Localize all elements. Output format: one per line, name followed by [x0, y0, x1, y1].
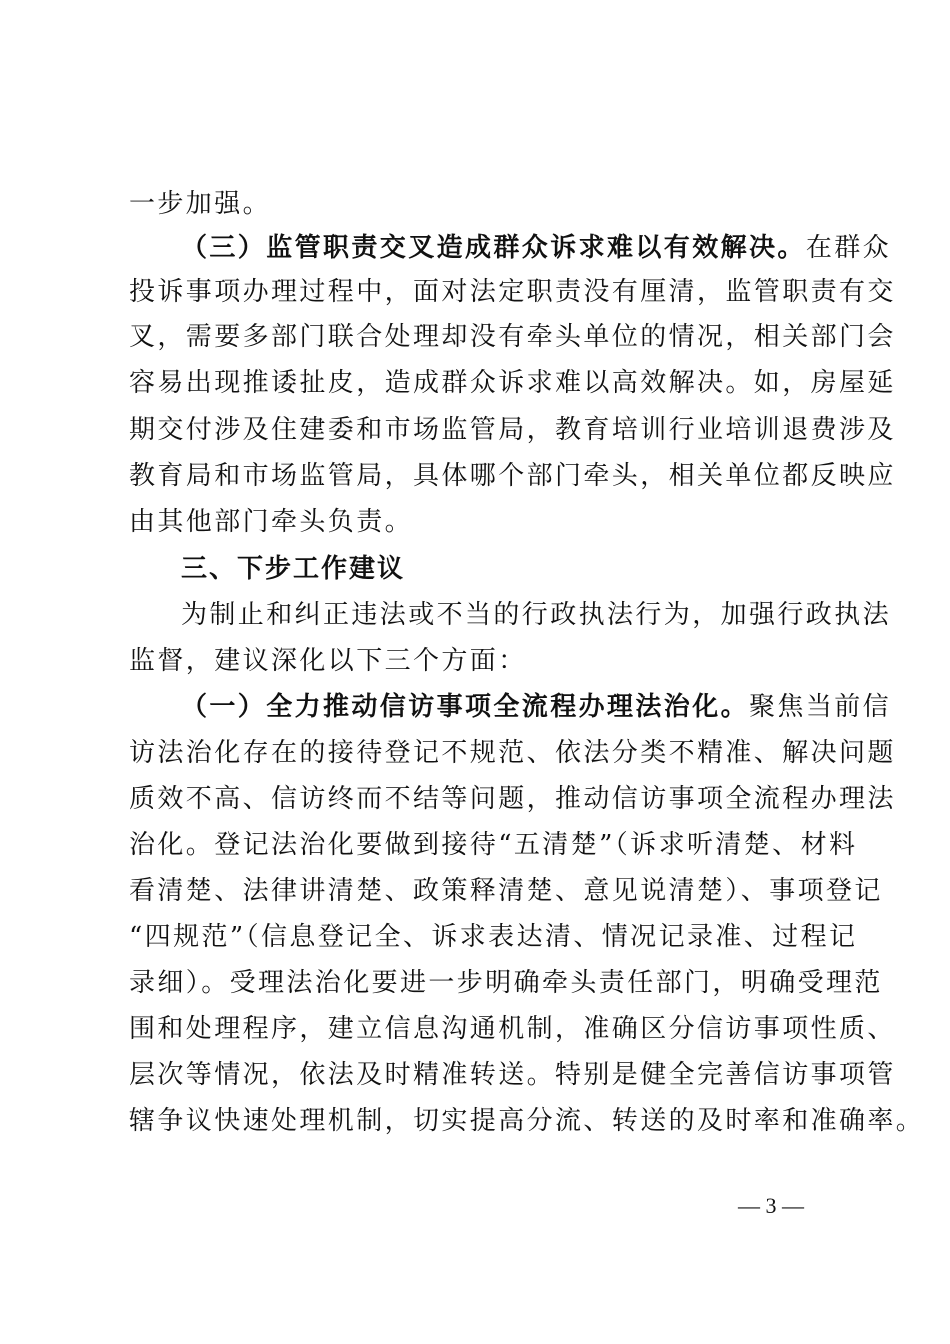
paragraph-line: 一步加强。 [129, 189, 272, 219]
paragraph-line: 教育局和市场监管局，具体哪个部门牵头，相关单位都反映应 [129, 461, 896, 491]
paragraph-line: 容易出现推诿扯皮，造成群众诉求难以高效解决。如，房屋延 [129, 368, 896, 398]
paragraph-text: 在群众 [805, 233, 892, 263]
paragraph-line: 由其他部门牵头负责。 [129, 507, 414, 537]
subheading-three: （三）监管职责交叉造成群众诉求难以有效解决。 [181, 233, 806, 263]
paragraph-line: 监督，建议深化以下三个方面： [129, 646, 527, 676]
paragraph-line: 投诉事项办理过程中，面对法定职责没有厘清，监管职责有交 [129, 277, 896, 307]
paragraph-line: 围和处理程序，建立信息沟通机制，准确区分信访事项性质、 [129, 1014, 896, 1044]
paragraph-line: 录细）。受理法治化要进一步明确牵头责任部门，明确受理范 [129, 968, 883, 998]
paragraph-line: 看清楚、法律讲清楚、政策释清楚、意见说清楚）、事项登记 [129, 876, 883, 906]
subheading-line [181, 684, 892, 730]
paragraph-line: 期交付涉及住建委和市场监管局，教育培训行业培训退费涉及 [129, 415, 896, 445]
subheading-line [181, 225, 892, 271]
paragraph-line: “四规范”（信息登记全、诉求表达清、情况记录准、过程记 [129, 922, 858, 952]
paragraph-line: 为制止和纠正违法或不当的行政执法行为，加强行政执法 [181, 600, 892, 630]
paragraph-line: 叉，需要多部门联合处理却没有牵头单位的情况，相关部门会 [129, 322, 896, 352]
paragraph-line: 层次等情况，依法及时精准转送。特别是健全完善信访事项管 [129, 1060, 896, 1090]
page-number: — 3 — [738, 1193, 804, 1218]
paragraph-line: 访法治化存在的接待登记不规范、依法分类不精准、解决问题 [129, 738, 896, 768]
paragraph-line: 治化。登记法治化要做到接待“五清楚”（诉求听清楚、材料 [129, 830, 858, 860]
paragraph-line: 质效不高、信访终而不结等问题，推动信访事项全流程办理法 [129, 784, 896, 814]
paragraph-line: 辖争议快速处理机制，切实提高分流、转送的及时率和准确率。 [129, 1106, 925, 1136]
paragraph-text: 聚焦当前信 [749, 692, 892, 722]
section-heading: 三、下步工作建议 [181, 554, 406, 584]
subheading-one: （一）全力推动信访事项全流程办理法治化。 [181, 692, 750, 722]
